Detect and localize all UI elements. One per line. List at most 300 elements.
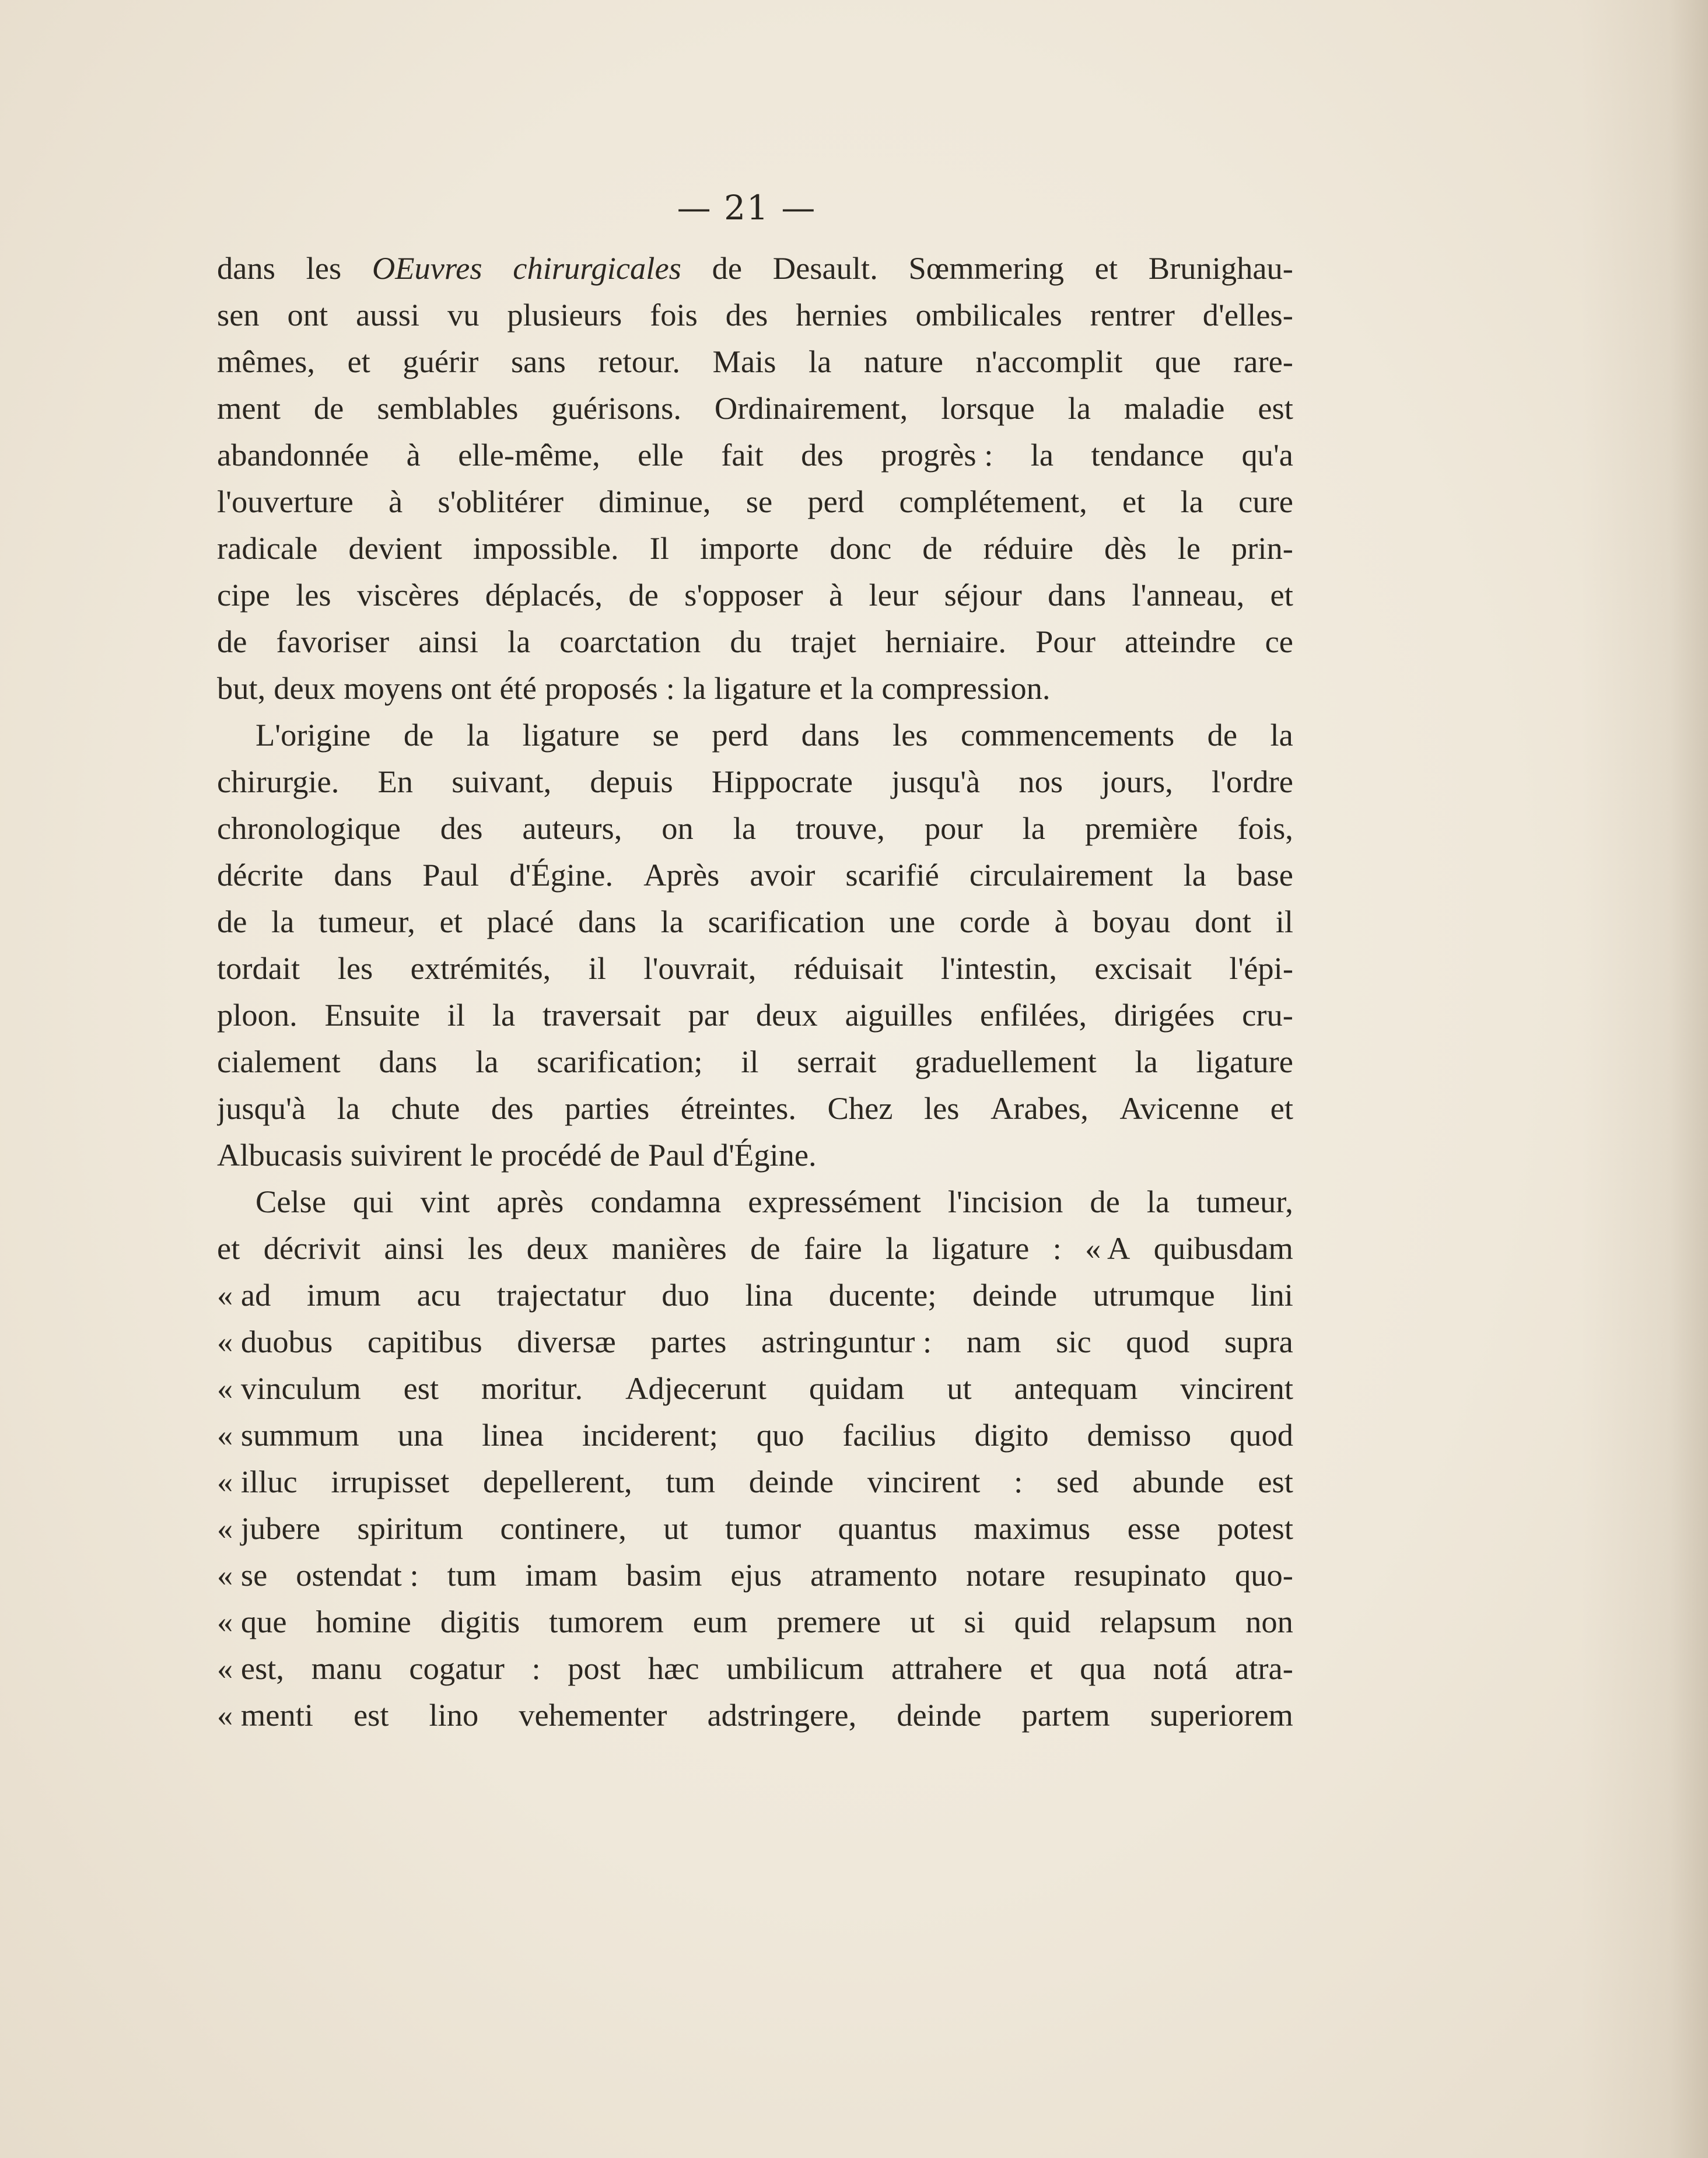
word: post <box>568 1650 621 1686</box>
word: dans <box>379 1044 438 1079</box>
word: la <box>660 904 684 939</box>
word: corde <box>959 904 1030 939</box>
word: placé <box>487 904 554 939</box>
word: à <box>388 484 403 519</box>
word: ment <box>217 390 281 426</box>
word: plusieurs <box>507 297 622 333</box>
word: jusqu'à <box>891 764 981 799</box>
word: tumeur, <box>318 904 415 939</box>
word: Celse <box>256 1184 327 1219</box>
word: ducente; <box>828 1277 937 1313</box>
word: Sœmmering <box>908 250 1064 286</box>
word: l'ouverture <box>217 484 354 519</box>
word: perd <box>807 484 864 519</box>
word: extrémités, <box>410 950 551 986</box>
word: cru- <box>1242 997 1293 1033</box>
word: manu <box>311 1650 382 1686</box>
word: : <box>531 1650 541 1686</box>
word: décrite <box>217 857 304 893</box>
word: Hippocrate <box>711 764 853 799</box>
word: la <box>1022 810 1045 846</box>
text-line <box>217 898 1293 945</box>
word: dont <box>1195 904 1252 939</box>
word: circulairement <box>969 857 1153 893</box>
word: de <box>628 577 659 613</box>
word: Ordinairement, <box>714 390 908 426</box>
word: condamna <box>590 1184 722 1219</box>
word: : <box>1014 1464 1023 1499</box>
word: demisso <box>1087 1417 1192 1453</box>
word: est <box>1258 390 1293 426</box>
word: rare- <box>1233 344 1293 379</box>
text-line <box>217 805 1293 852</box>
page-shadow-edge <box>1580 0 1708 2158</box>
word: la <box>466 717 490 753</box>
text-line <box>217 618 1293 665</box>
word: Mais <box>712 344 776 379</box>
word: le <box>470 1137 494 1173</box>
word: notare <box>965 1557 1046 1593</box>
word: Adjecerunt <box>625 1370 767 1406</box>
word: chute <box>391 1090 460 1126</box>
word: est <box>353 1697 389 1733</box>
word: à <box>1054 904 1069 939</box>
word: depellerent, <box>482 1464 632 1499</box>
word: et <box>1094 250 1118 286</box>
word: de <box>712 250 743 286</box>
word: la <box>850 670 874 706</box>
word: quod <box>1126 1324 1190 1359</box>
word: continere, <box>500 1510 626 1546</box>
text-line <box>217 1599 1293 1645</box>
word: notá <box>1153 1650 1208 1686</box>
word: « se <box>217 1557 268 1593</box>
word: leur <box>869 577 919 613</box>
word: donc <box>830 530 892 566</box>
word: adstringere, <box>707 1697 857 1733</box>
word: potest <box>1217 1510 1293 1546</box>
word: que <box>1154 344 1201 379</box>
word: Ensuite <box>324 997 421 1033</box>
word: Brunighau- <box>1148 250 1293 286</box>
word: but, <box>217 670 266 706</box>
word: « duobus <box>217 1324 333 1359</box>
word: et <box>1030 1650 1053 1686</box>
word: homine <box>316 1604 411 1639</box>
word: se <box>746 484 773 519</box>
word: suivirent <box>350 1137 462 1173</box>
word: En <box>377 764 414 799</box>
word: ligature <box>714 670 811 706</box>
word: du <box>730 624 762 659</box>
word: dans <box>578 904 636 939</box>
word: lina <box>745 1277 793 1313</box>
word: d'elles- <box>1202 297 1293 333</box>
word: tumor <box>724 1510 802 1546</box>
word: coarctation <box>559 624 701 659</box>
word: vehementer <box>519 1697 667 1733</box>
word: lorsque <box>941 390 1035 426</box>
word: des <box>725 297 768 333</box>
word: premere <box>776 1604 881 1639</box>
text-line <box>217 1552 1293 1599</box>
word: la <box>1270 717 1293 753</box>
word: et <box>1270 577 1293 613</box>
word: ligature <box>522 717 620 753</box>
text-line <box>217 292 1293 338</box>
word: à <box>829 577 844 613</box>
word: relapsum <box>1100 1604 1217 1639</box>
word: des <box>440 810 483 846</box>
word: l'épi- <box>1229 950 1293 986</box>
word: ombilicales <box>915 297 1062 333</box>
word: non <box>1245 1604 1293 1639</box>
word: la <box>886 1230 909 1266</box>
word: ejus <box>730 1557 782 1593</box>
word: atteindre <box>1124 624 1236 659</box>
word: et <box>439 904 463 939</box>
word: il <box>588 950 606 986</box>
word: hernies <box>796 297 888 333</box>
word: impossible. <box>473 530 619 566</box>
word: le <box>1177 530 1200 566</box>
word: d'Égine. <box>509 857 614 893</box>
word: antequam <box>1014 1370 1138 1406</box>
word: deinde <box>972 1277 1058 1313</box>
word: deux <box>274 670 336 706</box>
word: des <box>801 437 844 473</box>
word: vu <box>447 297 480 333</box>
word: semblables <box>377 390 519 426</box>
word: facilius <box>842 1417 936 1453</box>
word: base <box>1237 857 1293 893</box>
word: hæc <box>648 1650 699 1686</box>
word: traversait <box>542 997 661 1033</box>
word: Albucasis <box>217 1137 342 1173</box>
word: sed <box>1056 1464 1099 1499</box>
word: faire <box>803 1230 862 1266</box>
word: « ad <box>217 1277 271 1313</box>
word: ut <box>947 1370 972 1406</box>
word: « illuc <box>217 1464 298 1499</box>
word: est <box>403 1370 439 1406</box>
word: de <box>217 624 247 659</box>
word: quod <box>1229 1417 1293 1453</box>
word: lini <box>1251 1277 1293 1313</box>
word: resupinato <box>1074 1557 1207 1593</box>
word: tumorem <box>549 1604 664 1639</box>
word: utrumque <box>1093 1277 1215 1313</box>
word: maximus <box>974 1510 1091 1546</box>
word: les <box>337 950 373 986</box>
text-line <box>217 1412 1293 1459</box>
word: complétement, <box>899 484 1087 519</box>
word: par <box>688 997 729 1033</box>
word: ligature <box>932 1230 1030 1266</box>
word: atra- <box>1235 1650 1293 1686</box>
word: ut <box>910 1604 935 1639</box>
word: « summum <box>217 1417 359 1453</box>
word: suivant, <box>452 764 552 799</box>
word: guérisons. <box>551 390 681 426</box>
word: scarification; <box>537 1044 703 1079</box>
word: qui <box>353 1184 394 1219</box>
word: partes <box>650 1324 727 1359</box>
word: s'opposer <box>684 577 803 613</box>
word: n'accomplit <box>975 344 1123 379</box>
word: superiorem <box>1150 1697 1293 1733</box>
word: et <box>347 344 370 379</box>
word: umbilicum <box>726 1650 864 1686</box>
text-line <box>217 1459 1293 1505</box>
word: après <box>496 1184 564 1219</box>
word: de <box>610 1137 640 1173</box>
word: compression. <box>881 670 1051 706</box>
word: quibusdam <box>1153 1230 1293 1266</box>
word: supra <box>1224 1324 1293 1359</box>
word: fois <box>650 297 698 333</box>
word: capitibus <box>367 1324 482 1359</box>
word: deux <box>755 997 818 1033</box>
page-number: — 21 — <box>677 188 817 228</box>
word: la <box>682 670 706 706</box>
word: vincirent <box>867 1464 981 1499</box>
word: qua <box>1080 1650 1126 1686</box>
text-line <box>217 1505 1293 1552</box>
word: est <box>1258 1464 1293 1499</box>
word: duo <box>662 1277 709 1313</box>
word: pour <box>924 810 983 846</box>
word: une <box>889 904 936 939</box>
word: Desault. <box>772 250 878 286</box>
text-line <box>217 665 1293 712</box>
word: partem <box>1021 1697 1110 1733</box>
word: radicale <box>217 530 318 566</box>
word: « vinculum <box>217 1370 361 1406</box>
word: aussi <box>356 297 420 333</box>
word: moritur. <box>481 1370 583 1406</box>
word: les <box>306 250 342 286</box>
word: vincirent <box>1180 1370 1293 1406</box>
word: diminue, <box>598 484 711 519</box>
word: una <box>397 1417 444 1453</box>
word: sen <box>217 297 260 333</box>
word: irrupisset <box>331 1464 450 1499</box>
word: quantus <box>838 1510 937 1546</box>
word: scarifié <box>845 857 939 893</box>
word: graduellement <box>915 1044 1097 1079</box>
word: attrahere <box>891 1650 1003 1686</box>
word: trajet <box>790 624 856 659</box>
word: Après <box>643 857 720 893</box>
word: cure <box>1238 484 1293 519</box>
word: auteurs, <box>522 810 622 846</box>
text-line <box>217 852 1293 898</box>
word: les <box>923 1090 960 1126</box>
word: perd <box>712 717 769 753</box>
word: de <box>217 904 247 939</box>
word: : <box>666 670 675 706</box>
word: ainsi <box>384 1230 444 1266</box>
word: il <box>1275 904 1293 939</box>
word: tendance <box>1091 437 1205 473</box>
word: moyens <box>344 670 443 706</box>
word: deinde <box>897 1697 982 1733</box>
word: « A <box>1085 1230 1130 1266</box>
word: les <box>296 577 331 613</box>
word: la <box>1030 437 1054 473</box>
word: imum <box>306 1277 382 1313</box>
word: dans <box>334 857 393 893</box>
word: et <box>1270 1090 1293 1126</box>
word: importe <box>699 530 799 566</box>
word: été <box>499 670 537 706</box>
word: elle-même, <box>458 437 600 473</box>
word: les <box>467 1230 503 1266</box>
word: chirurgie. <box>217 764 340 799</box>
text-line <box>217 1178 1293 1225</box>
word: l'ouvrait, <box>643 950 757 986</box>
word: Chez <box>827 1090 893 1126</box>
word: elle <box>638 437 684 473</box>
word: Avicenne <box>1119 1090 1240 1126</box>
word: si <box>964 1604 985 1639</box>
word: quid <box>1014 1604 1071 1639</box>
word: des <box>491 1090 534 1126</box>
word: parties <box>565 1090 650 1126</box>
word: depuis <box>590 764 673 799</box>
word: procédé <box>501 1137 602 1173</box>
word: la <box>1183 857 1206 893</box>
word: et <box>217 1230 240 1266</box>
word: fait <box>721 437 764 473</box>
word: diversæ <box>517 1324 616 1359</box>
word: la <box>271 904 295 939</box>
word: esse <box>1127 1510 1181 1546</box>
word: il <box>741 1044 759 1079</box>
word: il <box>447 997 466 1033</box>
text-line <box>217 1365 1293 1412</box>
word: la <box>475 1044 499 1079</box>
word: chronologique <box>217 810 401 846</box>
word: dans <box>1048 577 1106 613</box>
word: Arabes, <box>990 1090 1088 1126</box>
word: à <box>406 437 421 473</box>
word: de <box>403 717 434 753</box>
text-line <box>217 478 1293 525</box>
word: Paul <box>422 857 480 893</box>
text-line <box>217 758 1293 805</box>
word: de <box>1207 717 1238 753</box>
word: l'anneau, <box>1132 577 1245 613</box>
word: ostendat : <box>296 1557 419 1593</box>
word: digito <box>974 1417 1049 1453</box>
word: dirigées <box>1114 997 1215 1033</box>
word: : <box>1052 1230 1062 1266</box>
word: fois, <box>1237 810 1293 846</box>
word: l'incision <box>947 1184 1063 1219</box>
word: nam <box>966 1324 1021 1359</box>
word: basim <box>626 1557 702 1593</box>
text-line <box>217 1318 1293 1365</box>
word: aiguilles <box>845 997 953 1033</box>
word: cogatur <box>409 1650 505 1686</box>
word: « que <box>217 1604 287 1639</box>
word: la <box>1146 1184 1170 1219</box>
text-line <box>217 1645 1293 1692</box>
word: guérir <box>402 344 479 379</box>
word: ont <box>450 670 492 706</box>
word: la <box>1068 390 1091 426</box>
word: dans <box>801 717 860 753</box>
word: commencements <box>960 717 1175 753</box>
word: séjour <box>944 577 1022 613</box>
word: prin- <box>1231 530 1293 566</box>
word: boyau <box>1093 904 1171 939</box>
word: chirurgicales <box>513 250 681 286</box>
word: s'oblitérer <box>438 484 564 519</box>
word: tum <box>447 1557 497 1593</box>
text-line <box>217 432 1293 478</box>
word: Paul <box>648 1137 705 1173</box>
word: première <box>1084 810 1198 846</box>
word: la <box>808 344 832 379</box>
word: maladie <box>1124 390 1225 426</box>
word: de <box>922 530 953 566</box>
text-line <box>217 1132 1293 1178</box>
word: d'Égine. <box>712 1137 817 1173</box>
word: quo- <box>1234 1557 1293 1593</box>
word: trajectatur <box>496 1277 626 1313</box>
word: de <box>313 390 344 426</box>
word: la <box>492 997 516 1033</box>
word: deinde <box>748 1464 834 1499</box>
word: tumeur, <box>1196 1184 1293 1219</box>
word: « menti <box>217 1697 313 1733</box>
text-line <box>217 572 1293 618</box>
word: la <box>733 810 757 846</box>
word: eum <box>692 1604 748 1639</box>
word: sans <box>510 344 566 379</box>
word: trouve, <box>796 810 885 846</box>
word: enfilées, <box>980 997 1087 1033</box>
word: ploon. <box>217 997 298 1033</box>
word: astringuntur : <box>761 1324 932 1359</box>
word: nature <box>863 344 943 379</box>
word: ligature <box>1196 1044 1293 1079</box>
word: jours, <box>1101 764 1173 799</box>
word: et <box>819 670 843 706</box>
word: la <box>337 1090 360 1126</box>
text-line <box>217 1038 1293 1085</box>
word: déplacés, <box>485 577 603 613</box>
word: dans <box>217 250 275 286</box>
word: ce <box>1265 624 1293 659</box>
word: abunde <box>1132 1464 1224 1499</box>
word: mêmes, <box>217 344 315 379</box>
word: les <box>892 717 928 753</box>
word: inciderent; <box>582 1417 718 1453</box>
word: quo <box>756 1417 804 1453</box>
word: progrès : <box>881 437 993 473</box>
word: tum <box>666 1464 716 1499</box>
text-line <box>217 992 1293 1038</box>
text-line <box>217 338 1293 385</box>
word: viscères <box>356 577 460 613</box>
word: « jubere <box>217 1510 321 1546</box>
word: deux <box>526 1230 589 1266</box>
word: jusqu'à <box>217 1090 306 1126</box>
